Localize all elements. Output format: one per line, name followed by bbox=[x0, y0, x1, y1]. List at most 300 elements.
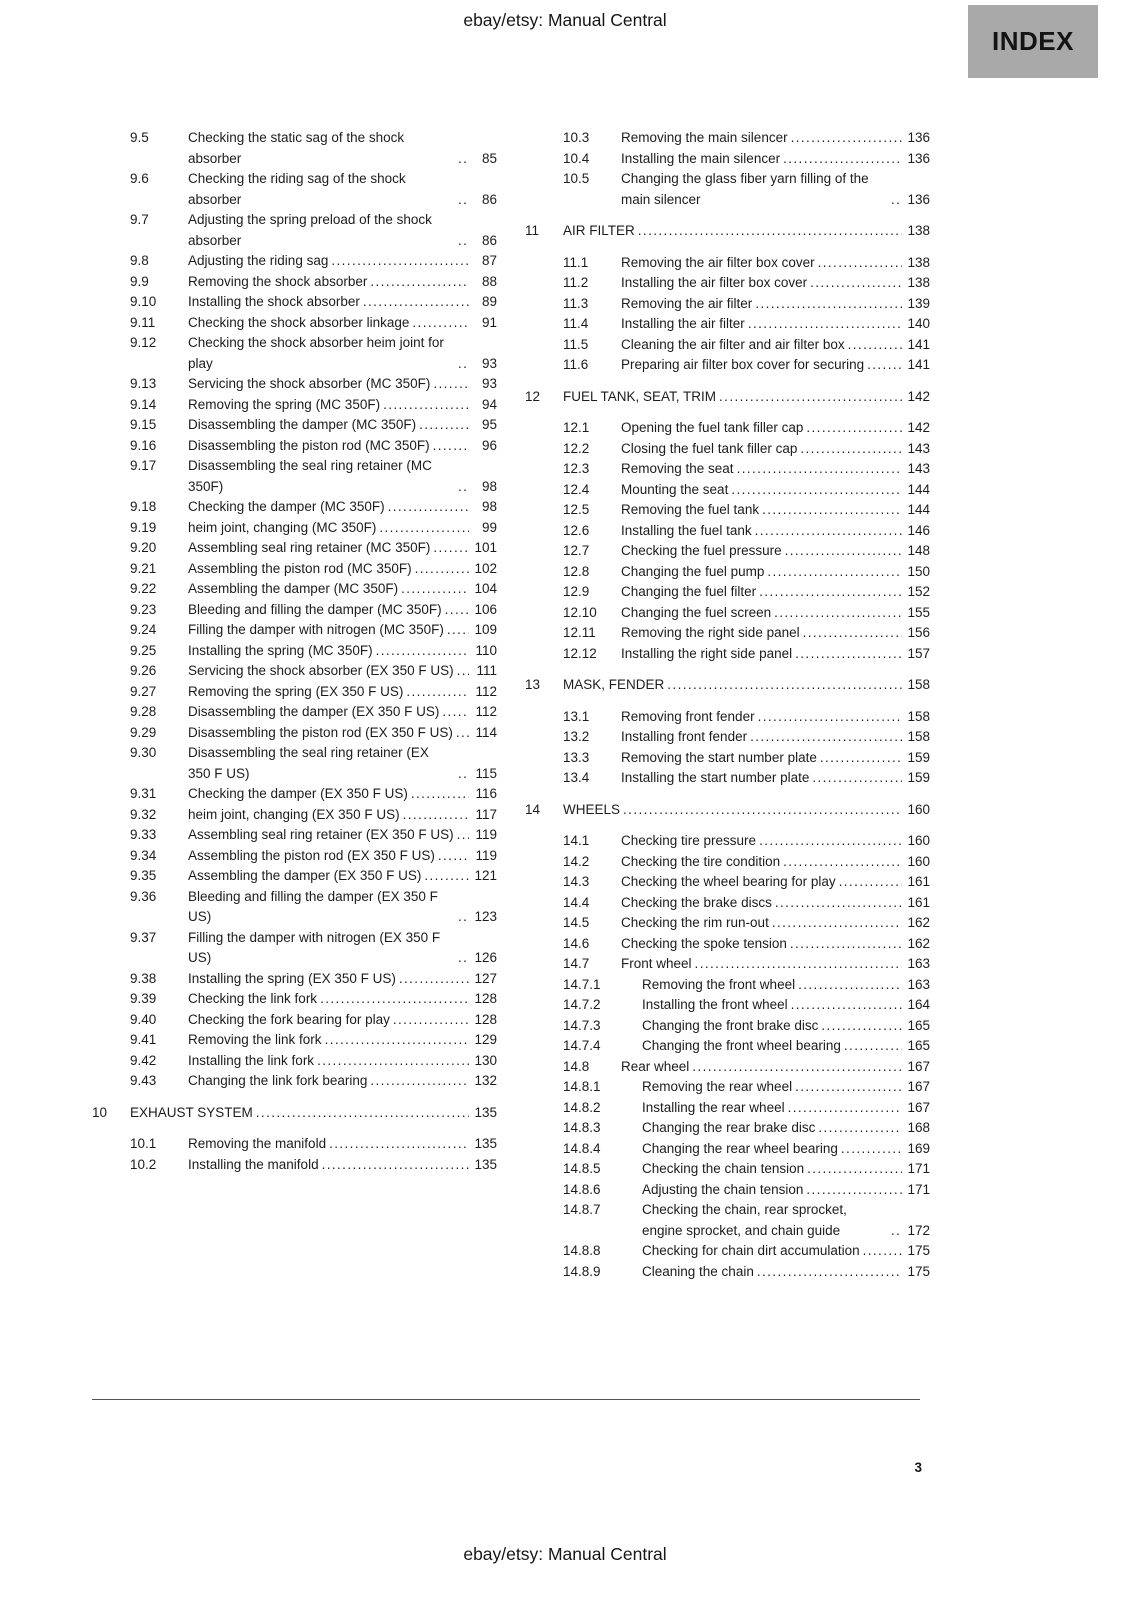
toc-dot-leader bbox=[455, 948, 469, 969]
toc-entry-number: 10.2 bbox=[130, 1156, 157, 1172]
toc-entry-page: 95 bbox=[481, 417, 497, 432]
toc-entry bbox=[92, 641, 497, 662]
toc-entry-page: 111 bbox=[476, 663, 497, 678]
toc-entry bbox=[525, 418, 930, 439]
toc-entry-page: 119 bbox=[475, 847, 497, 863]
toc-entry-page: 106 bbox=[474, 601, 497, 617]
toc-entry bbox=[525, 1159, 930, 1180]
toc-dot-leader bbox=[864, 355, 902, 376]
toc-dot-leader bbox=[408, 784, 469, 805]
toc-entry-number: 9.23 bbox=[130, 601, 157, 617]
toc-dot-leader bbox=[253, 1103, 469, 1124]
toc-entry-title: Mounting the seat bbox=[621, 481, 729, 497]
toc-entry-title: Servicing the shock absorber (MC 350F) bbox=[188, 376, 431, 391]
toc-dot-leader bbox=[803, 418, 902, 439]
toc-entry-page: 167 bbox=[907, 1099, 930, 1115]
toc-entry-title: Removing the link fork bbox=[188, 1032, 322, 1047]
page-number: 3 bbox=[914, 1460, 922, 1475]
toc-entry-page: 110 bbox=[475, 642, 497, 658]
toc-entry bbox=[92, 1134, 497, 1155]
toc-entry-title: Bleeding and filling the damper (MC 350F) bbox=[188, 601, 442, 617]
toc-dot-leader bbox=[664, 675, 902, 696]
toc-entry-number: 10.3 bbox=[563, 130, 590, 145]
toc-dot-leader bbox=[421, 866, 469, 887]
toc-entry-title: Checking the spoke tension bbox=[621, 935, 787, 951]
toc-entry-title: Installing the main silencer bbox=[621, 150, 781, 166]
toc-entry-title: Checking tire pressure bbox=[621, 833, 757, 848]
toc-dot-leader bbox=[785, 1098, 902, 1119]
toc-entry bbox=[525, 149, 930, 170]
toc-entry-title: WHEELS bbox=[563, 801, 621, 817]
toc-entry bbox=[92, 682, 497, 703]
toc-entry-title: Assembling seal ring retainer (EX 350 F US) bbox=[188, 827, 454, 842]
toc-entry bbox=[92, 784, 497, 805]
toc-entry-number: 9.27 bbox=[130, 683, 157, 699]
toc-dot-leader bbox=[360, 292, 469, 313]
toc-entry-page: 114 bbox=[475, 724, 497, 740]
toc-entry-page: 167 bbox=[907, 1058, 930, 1074]
toc-entry-title: Checking the shock absorber heim joint for play bbox=[188, 335, 444, 371]
toc-entry-title: Checking the fork bearing for play bbox=[188, 1011, 390, 1027]
toc-entry-title: Removing the spring (MC 350F) bbox=[188, 396, 381, 412]
toc-dot-leader bbox=[373, 641, 469, 662]
toc-entry-number: 9.6 bbox=[130, 171, 149, 186]
toc-dot-leader bbox=[390, 1010, 469, 1031]
toc-entry bbox=[92, 1155, 497, 1176]
toc-entry bbox=[525, 521, 930, 542]
toc-entry-number: 14.8.4 bbox=[563, 1140, 601, 1156]
toc-entry-number: 9.29 bbox=[130, 724, 157, 740]
toc-entry-number: 9.11 bbox=[130, 314, 156, 330]
toc-entry-number: 11.1 bbox=[563, 254, 589, 270]
toc-entry-page: 150 bbox=[907, 563, 930, 579]
toc-entry-title: Assembling the damper (EX 350 F US) bbox=[188, 868, 422, 883]
toc-entry-title: Disassembling the piston rod (EX 350 F US) bbox=[188, 724, 453, 740]
toc-column-right bbox=[525, 128, 930, 1282]
toc-entry-page: 104 bbox=[474, 581, 497, 596]
toc-dot-leader bbox=[398, 579, 469, 600]
toc-entry-number: 9.26 bbox=[130, 663, 157, 678]
toc-entry-number: 10 bbox=[92, 1104, 108, 1120]
toc-entry-number: 12 bbox=[525, 388, 541, 404]
toc-entry-title: Assembling the piston rod (MC 350F) bbox=[188, 560, 412, 576]
toc-entry-page: 175 bbox=[907, 1243, 930, 1258]
toc-entry-page: 130 bbox=[474, 1052, 497, 1068]
toc-entry-number: 14.3 bbox=[563, 874, 590, 889]
toc-dot-leader bbox=[326, 1134, 469, 1155]
toc-entry-number: 9.10 bbox=[130, 294, 157, 309]
toc-entry-title: Checking the brake discs bbox=[621, 894, 772, 910]
toc-entry-title: Adjusting the riding sag bbox=[188, 253, 329, 268]
toc-entry-title: Cleaning the chain bbox=[642, 1263, 754, 1279]
toc-entry-page: 135 bbox=[474, 1156, 497, 1172]
toc-entry-page: 165 bbox=[907, 1038, 930, 1053]
toc-entry-number: 12.11 bbox=[563, 625, 596, 640]
toc-entry-number: 9.19 bbox=[130, 519, 157, 535]
toc-entry bbox=[525, 1057, 930, 1078]
toc-entry-page: 93 bbox=[481, 355, 497, 371]
toc-entry-number: 10.5 bbox=[563, 171, 590, 186]
toc-dot-leader bbox=[455, 764, 469, 785]
toc-entry bbox=[92, 395, 497, 416]
toc-entry-page: 143 bbox=[907, 461, 930, 476]
toc-dot-leader bbox=[809, 768, 902, 789]
toc-entry-title: Installing the manifold bbox=[188, 1156, 319, 1172]
toc-entry-page: 143 bbox=[907, 440, 930, 456]
toc-entry-title: Installing the link fork bbox=[188, 1052, 315, 1068]
toc-entry-title: Installing the front wheel bbox=[642, 997, 788, 1012]
toc-entry-number: 14.8.5 bbox=[563, 1161, 601, 1176]
toc-dot-leader bbox=[752, 521, 902, 542]
toc-entry-number: 14.7 bbox=[563, 956, 590, 971]
toc-entry-number: 11.5 bbox=[563, 336, 589, 352]
toc-entry bbox=[525, 1118, 930, 1139]
toc-entry-number: 12.10 bbox=[563, 604, 597, 620]
toc-entry-page: 126 bbox=[474, 950, 497, 965]
toc-entry-number: 9.7 bbox=[130, 212, 149, 227]
table-of-contents bbox=[92, 128, 930, 1282]
toc-entry bbox=[525, 727, 930, 748]
toc-entry-title: Changing the fuel screen bbox=[621, 604, 772, 620]
toc-entry-title: Removing the spring (EX 350 F US) bbox=[188, 683, 404, 699]
toc-entry bbox=[525, 582, 930, 603]
toc-entry-page: 142 bbox=[907, 420, 930, 435]
toc-entry bbox=[92, 1010, 497, 1031]
toc-entry-number: 9.18 bbox=[130, 499, 157, 514]
toc-entry-number: 14 bbox=[525, 801, 541, 817]
toc-entry-number: 14.7.4 bbox=[563, 1038, 601, 1053]
toc-dot-leader bbox=[804, 1159, 902, 1180]
toc-entry-number: 12.7 bbox=[563, 543, 590, 558]
toc-entry bbox=[525, 355, 930, 376]
toc-entry bbox=[525, 335, 930, 356]
toc-entry-number: 11 bbox=[525, 223, 540, 238]
toc-dot-leader bbox=[836, 872, 902, 893]
toc-entry-page: 152 bbox=[907, 584, 930, 599]
toc-dot-leader bbox=[782, 541, 902, 562]
toc-chapter-entry bbox=[525, 387, 930, 408]
toc-dot-leader bbox=[845, 335, 902, 356]
toc-entry-title: Installing the rear wheel bbox=[642, 1099, 785, 1115]
toc-dot-leader bbox=[328, 251, 469, 272]
toc-entry-number: 9.9 bbox=[130, 273, 149, 289]
toc-entry bbox=[92, 415, 497, 436]
toc-entry-title: Bleeding and filling the damper (EX 350 F US) bbox=[188, 888, 438, 924]
toc-chapter-entry bbox=[525, 221, 930, 242]
toc-entry bbox=[525, 644, 930, 665]
toc-entry bbox=[92, 600, 497, 621]
toc-entry-number: 9.30 bbox=[130, 745, 157, 760]
toc-chapter-entry bbox=[525, 675, 930, 696]
toc-entry-number: 12.6 bbox=[563, 522, 590, 538]
toc-entry-number: 14.8.6 bbox=[563, 1181, 601, 1197]
toc-dot-leader bbox=[754, 1262, 902, 1283]
toc-entry bbox=[525, 954, 930, 975]
toc-entry-page: 123 bbox=[474, 909, 497, 924]
toc-entry-number: 11.3 bbox=[563, 295, 589, 311]
toc-entry-title: Checking the tire condition bbox=[621, 853, 781, 869]
toc-entry-page: 88 bbox=[481, 273, 497, 289]
toc-entry bbox=[525, 314, 930, 335]
toc-entry-number: 9.38 bbox=[130, 970, 157, 986]
toc-entry bbox=[92, 1071, 497, 1092]
toc-entry-title: Checking the damper (MC 350F) bbox=[188, 499, 385, 514]
toc-entry-title: Checking for chain dirt accumulation bbox=[642, 1243, 860, 1258]
toc-entry-page: 140 bbox=[907, 316, 930, 331]
toc-entry bbox=[525, 541, 930, 562]
toc-dot-leader bbox=[380, 395, 469, 416]
toc-dot-leader bbox=[797, 439, 902, 460]
toc-entry-title: FUEL TANK, SEAT, TRIM bbox=[563, 388, 717, 404]
toc-entry-page: 127 bbox=[474, 970, 497, 986]
toc-entry-page: 129 bbox=[474, 1032, 497, 1047]
toc-entry-number: 9.35 bbox=[130, 868, 157, 883]
toc-entry-page: 98 bbox=[481, 499, 497, 514]
toc-dot-leader bbox=[409, 313, 469, 334]
toc-dot-leader bbox=[803, 1180, 902, 1201]
toc-entry-number: 9.12 bbox=[130, 335, 157, 350]
toc-entry-title: MASK, FENDER bbox=[563, 677, 665, 692]
toc-entry-title: Changing the rear wheel bearing bbox=[642, 1140, 838, 1156]
toc-entry-page: 119 bbox=[475, 827, 497, 842]
toc-entry bbox=[525, 913, 930, 934]
toc-dot-leader bbox=[435, 846, 469, 867]
toc-entry-title: Removing the right side panel bbox=[621, 625, 800, 640]
header-title: ebay/etsy: Manual Central bbox=[463, 10, 667, 30]
toc-entry-title: Front wheel bbox=[621, 956, 692, 971]
toc-entry-page: 167 bbox=[907, 1079, 930, 1094]
toc-dot-leader bbox=[780, 149, 902, 170]
toc-entry-title: Filling the damper with nitrogen (MC 350F) bbox=[188, 622, 444, 637]
toc-entry-title: Installing the spring (MC 350F) bbox=[188, 642, 373, 658]
toc-dot-leader bbox=[455, 149, 469, 170]
toc-dot-leader bbox=[756, 831, 902, 852]
toc-entry bbox=[525, 1077, 930, 1098]
toc-entry-page: 85 bbox=[481, 150, 497, 166]
toc-entry-number: 9.16 bbox=[130, 437, 157, 453]
toc-entry bbox=[525, 975, 930, 996]
toc-entry-page: 109 bbox=[474, 622, 497, 637]
toc-entry-page: 102 bbox=[474, 560, 497, 576]
toc-entry bbox=[525, 852, 930, 873]
toc-entry-number: 12.8 bbox=[563, 563, 590, 579]
toc-entry-page: 158 bbox=[907, 729, 930, 744]
toc-entry-page: 158 bbox=[907, 708, 930, 724]
toc-entry-title: Removing the front wheel bbox=[642, 976, 796, 992]
toc-dot-leader bbox=[759, 500, 902, 521]
toc-entry-page: 128 bbox=[474, 991, 497, 1006]
toc-entry bbox=[92, 805, 497, 826]
toc-entry-page: 138 bbox=[907, 223, 930, 238]
toc-entry-page: 115 bbox=[475, 765, 497, 781]
toc-entry-page: 163 bbox=[907, 956, 930, 971]
toc-entry bbox=[525, 893, 930, 914]
toc-dot-leader bbox=[454, 825, 469, 846]
toc-entry-title: Servicing the shock absorber (EX 350 F US) bbox=[188, 663, 454, 678]
toc-entry-title: Disassembling the damper (MC 350F) bbox=[188, 417, 417, 432]
toc-entry-number: 14.8.7 bbox=[563, 1202, 601, 1217]
toc-dot-leader bbox=[747, 727, 902, 748]
toc-entry bbox=[525, 934, 930, 955]
toc-entry-title: Changing the fuel filter bbox=[621, 584, 757, 599]
toc-entry-number: 14.7.3 bbox=[563, 1017, 601, 1033]
toc-entry-title: Disassembling the piston rod (MC 350F) bbox=[188, 437, 430, 453]
toc-dot-leader bbox=[734, 459, 902, 480]
toc-dot-leader bbox=[756, 582, 902, 603]
toc-entry bbox=[92, 559, 497, 580]
toc-dot-leader bbox=[769, 913, 902, 934]
toc-dot-leader bbox=[455, 477, 469, 498]
toc-entry-title: Removing the start number plate bbox=[621, 749, 817, 765]
toc-entry-page: 87 bbox=[481, 253, 497, 268]
toc-entry-number: 9.14 bbox=[130, 396, 157, 412]
toc-entry-title: Checking the chain tension bbox=[642, 1161, 805, 1176]
toc-entry-page: 159 bbox=[907, 770, 930, 785]
toc-entry bbox=[92, 723, 497, 744]
toc-entry-page: 161 bbox=[907, 894, 930, 910]
toc-entry-title: Closing the fuel tank filler cap bbox=[621, 440, 798, 456]
toc-entry bbox=[525, 748, 930, 769]
toc-dot-leader bbox=[439, 702, 469, 723]
toc-entry-page: 132 bbox=[474, 1073, 497, 1088]
toc-entry-page: 161 bbox=[907, 874, 930, 889]
toc-entry-title: Checking the shock absorber linkage bbox=[188, 314, 410, 330]
toc-chapter-entry bbox=[92, 1103, 497, 1124]
toc-entry-number: 9.40 bbox=[130, 1011, 157, 1027]
toc-entry-page: 158 bbox=[907, 677, 930, 692]
toc-entry-title: Changing the fuel pump bbox=[621, 563, 765, 579]
toc-entry-page: 138 bbox=[907, 275, 930, 290]
toc-entry-title: Assembling the piston rod (EX 350 F US) bbox=[188, 847, 435, 863]
toc-entry-page: 164 bbox=[907, 997, 930, 1012]
toc-entry-page: 172 bbox=[907, 1222, 930, 1238]
toc-entry bbox=[525, 1262, 930, 1283]
toc-dot-leader bbox=[860, 1241, 902, 1262]
toc-dot-leader bbox=[319, 1155, 469, 1176]
toc-entry-page: 121 bbox=[474, 868, 497, 883]
toc-dot-leader bbox=[430, 436, 469, 457]
footer-title: ebay/etsy: Manual Central bbox=[463, 1544, 667, 1564]
toc-entry-page: 101 bbox=[474, 540, 497, 555]
toc-entry bbox=[92, 579, 497, 600]
toc-dot-leader bbox=[792, 644, 902, 665]
toc-entry-number: 10.1 bbox=[130, 1136, 157, 1151]
toc-entry bbox=[92, 661, 497, 682]
toc-entry-title: heim joint, changing (EX 350 F US) bbox=[188, 806, 400, 822]
toc-dot-leader bbox=[322, 1030, 469, 1051]
toc-entry-number: 12.4 bbox=[563, 481, 590, 497]
toc-entry-number: 9.43 bbox=[130, 1073, 157, 1088]
toc-dot-leader bbox=[455, 231, 469, 252]
toc-entry-title: Adjusting the chain tension bbox=[642, 1181, 804, 1197]
toc-dot-leader bbox=[787, 934, 902, 955]
toc-dot-leader bbox=[453, 723, 469, 744]
toc-entry-page: 163 bbox=[907, 976, 930, 992]
toc-entry bbox=[92, 538, 497, 559]
toc-entry bbox=[92, 313, 497, 334]
toc-entry bbox=[92, 866, 497, 887]
toc-entry-page: 175 bbox=[907, 1263, 930, 1279]
toc-dot-leader bbox=[367, 1071, 469, 1092]
toc-entry-number: 13.1 bbox=[563, 708, 590, 724]
toc-dot-leader bbox=[841, 1036, 902, 1057]
toc-dot-leader bbox=[416, 415, 469, 436]
toc-entry-number: 14.8.1 bbox=[563, 1079, 601, 1094]
toc-entry-title: Changing the link fork bearing bbox=[188, 1073, 368, 1088]
toc-entry-page: 128 bbox=[474, 1011, 497, 1027]
toc-entry-page: 142 bbox=[907, 388, 930, 404]
toc-entry bbox=[525, 1036, 930, 1057]
toc-dot-leader bbox=[396, 969, 469, 990]
toc-entry bbox=[525, 500, 930, 521]
toc-dot-leader bbox=[780, 852, 902, 873]
toc-entry-page: 112 bbox=[475, 704, 497, 719]
toc-entry-title: AIR FILTER bbox=[563, 223, 635, 238]
toc-entry-page: 136 bbox=[907, 150, 930, 166]
toc-entry-page: 157 bbox=[907, 645, 930, 661]
toc-entry bbox=[92, 846, 497, 867]
toc-dot-leader bbox=[755, 707, 902, 728]
toc-dot-leader bbox=[818, 1016, 902, 1037]
toc-entry bbox=[92, 333, 497, 374]
toc-dot-leader bbox=[800, 623, 902, 644]
toc-entry-page: 93 bbox=[481, 376, 497, 391]
toc-entry-title: Checking the riding sag of the shock absorber bbox=[188, 171, 406, 207]
toc-entry-title: Checking the damper (EX 350 F US) bbox=[188, 786, 408, 801]
toc-entry bbox=[92, 292, 497, 313]
toc-entry-page: 148 bbox=[907, 543, 930, 558]
toc-entry-number: 12.9 bbox=[563, 584, 590, 599]
toc-entry-number: 13.3 bbox=[563, 749, 590, 765]
toc-entry-number: 12.1 bbox=[563, 420, 590, 435]
toc-entry bbox=[92, 456, 497, 497]
toc-entry-title: Removing the seat bbox=[621, 461, 734, 476]
toc-entry-page: 89 bbox=[481, 294, 497, 309]
toc-dot-leader bbox=[888, 190, 902, 211]
toc-entry-number: 9.8 bbox=[130, 253, 149, 268]
toc-entry bbox=[92, 169, 497, 210]
toc-entry-title: Installing the fuel tank bbox=[621, 522, 752, 538]
toc-entry-number: 14.8.9 bbox=[563, 1263, 601, 1279]
toc-entry bbox=[92, 1051, 497, 1072]
toc-chapter-entry bbox=[525, 800, 930, 821]
toc-entry-page: 117 bbox=[475, 806, 497, 822]
toc-dot-leader bbox=[888, 1221, 902, 1242]
toc-entry bbox=[525, 169, 930, 210]
toc-entry bbox=[525, 562, 930, 583]
toc-entry bbox=[92, 620, 497, 641]
toc-entry-title: Installing the right side panel bbox=[621, 645, 793, 661]
toc-entry-number: 13.2 bbox=[563, 729, 590, 744]
toc-dot-leader bbox=[692, 954, 902, 975]
toc-entry-title: Removing the rear wheel bbox=[642, 1079, 793, 1094]
toc-entry-number: 11.6 bbox=[563, 357, 589, 372]
toc-entry-number: 14.5 bbox=[563, 915, 590, 930]
toc-entry-number: 9.24 bbox=[130, 622, 157, 637]
toc-entry-number: 9.15 bbox=[130, 417, 157, 432]
toc-entry-page: 159 bbox=[907, 749, 930, 765]
toc-entry-page: 91 bbox=[481, 314, 497, 330]
toc-dot-leader bbox=[635, 221, 902, 242]
toc-entry bbox=[525, 1098, 930, 1119]
toc-entry bbox=[92, 887, 497, 928]
toc-dot-leader bbox=[430, 374, 469, 395]
toc-entry-title: Removing front fender bbox=[621, 708, 755, 724]
toc-dot-leader bbox=[442, 600, 469, 621]
toc-entry-title: Removing the shock absorber bbox=[188, 273, 368, 289]
toc-entry-number: 14.1 bbox=[563, 833, 590, 848]
toc-entry-number: 12.2 bbox=[563, 440, 590, 456]
